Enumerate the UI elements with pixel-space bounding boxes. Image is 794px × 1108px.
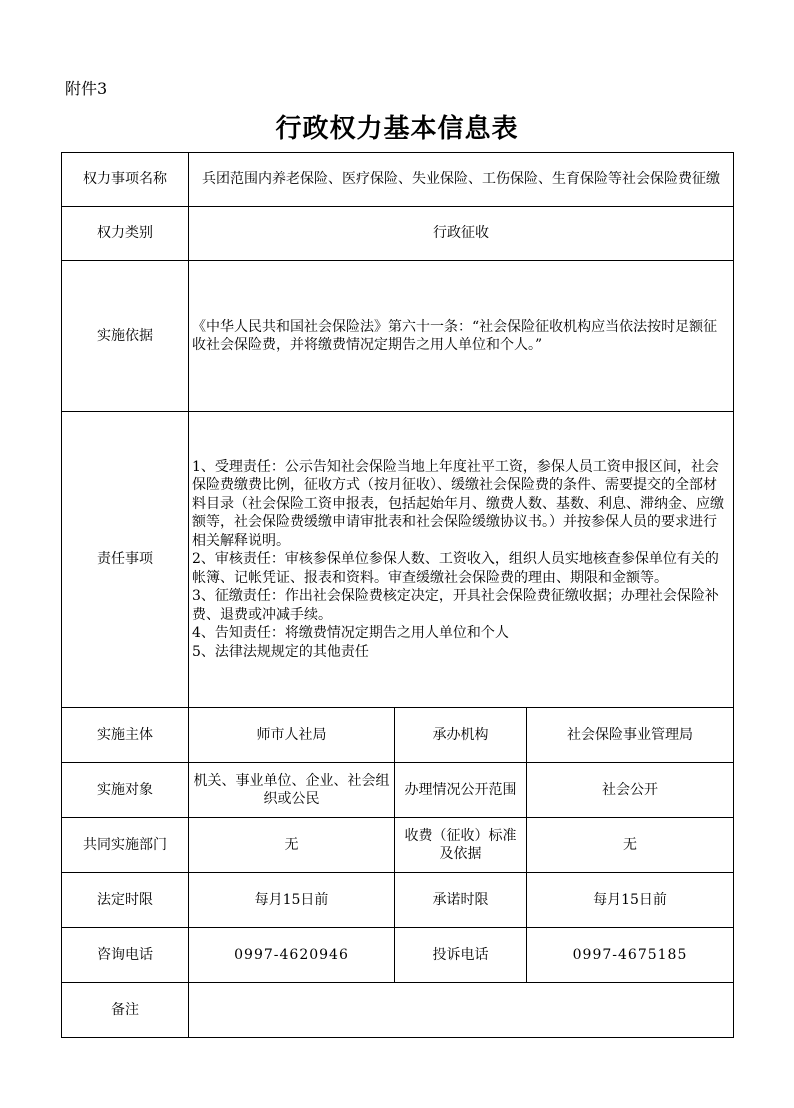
fee-standard-label: 收费（征收）标准及依据 <box>395 818 527 873</box>
remark-label: 备注 <box>62 983 189 1038</box>
row-phone <box>62 928 734 983</box>
joint-label: 共同实施部门 <box>62 818 189 873</box>
row-category <box>62 207 734 261</box>
basis-label: 实施依据 <box>62 261 189 412</box>
row-basis <box>62 261 734 412</box>
row-target <box>62 763 734 818</box>
promised-time-value: 每月15日前 <box>527 873 734 928</box>
row-joint <box>62 818 734 873</box>
target-label: 实施对象 <box>62 763 189 818</box>
joint-value: 无 <box>189 818 395 873</box>
row-item-name <box>62 153 734 207</box>
target-value: 机关、事业单位、企业、社会组织或公民 <box>189 763 395 818</box>
basis-value: 《中华人民共和国社会保险法》第六十一条：“社会保险征收机构应当依法按时足额征收社会保险费，并将缴费情况定期告之用人单位和个人。” <box>189 261 734 412</box>
promised-time-label: 承诺时限 <box>395 873 527 928</box>
disclosure-value: 社会公开 <box>527 763 734 818</box>
duty-item-2: 2、审核责任：审核参保单位参保人数、工资收入，组织人员实地核查参保单位有关的帐簿、记帐凭证、报表和资料。审查缓缴社会保险费的理由、期限和金额等。 <box>192 551 719 586</box>
duty-item-4: 4、告知责任：将缴费情况定期告之用人单位和个人 <box>192 625 509 642</box>
duty-item-1: 1、受理责任：公示告知社会保险当地上年度社平工资，参保人员工资申报区间，社会保险费缴费比例，征收方式（按月征收）、缓缴社会保险费的条件、需要提交的全部材料目录（社会保险工资申报表，包括起始年月、缴费人数、基数、利息、滞纳金、应缴额等，社会保险费缓缴申请审批表和社会保险缓缴协议书。）并按参保人员的要求进行相关解释说明。 <box>192 458 724 549</box>
disclosure-label: 办理情况公开范围 <box>395 763 527 818</box>
category-value: 行政征收 <box>189 207 734 261</box>
attachment-label: 附件3 <box>65 79 108 98</box>
duty-item-5: 5、法律法规规定的其他责任 <box>192 643 369 660</box>
subject-label: 实施主体 <box>62 708 189 763</box>
page-title: 行政权力基本信息表 <box>275 114 519 144</box>
row-duties <box>62 412 734 708</box>
legal-time-label: 法定时限 <box>62 873 189 928</box>
row-remark <box>62 983 734 1038</box>
consult-phone-value: 0997-4620946 <box>189 928 395 983</box>
duties-value <box>189 412 734 708</box>
item-name-label: 权力事项名称 <box>62 153 189 207</box>
duty-item-3: 3、征缴责任：作出社会保险费核定决定，开具社会保险费征缴收据；办理社会保险补费、退费或冲减手续。 <box>192 588 719 623</box>
item-name-value: 兵团范围内养老保险、医疗保险、失业保险、工伤保险、生育保险等社会保险费征缴 <box>189 153 734 207</box>
complaint-phone-value: 0997-4675185 <box>527 928 734 983</box>
complaint-phone-label: 投诉电话 <box>395 928 527 983</box>
subject-value: 师市人社局 <box>189 708 395 763</box>
row-subject <box>62 708 734 763</box>
info-table <box>61 152 734 1038</box>
consult-phone-label: 咨询电话 <box>62 928 189 983</box>
legal-time-value: 每月15日前 <box>189 873 395 928</box>
agency-value: 社会保险事业管理局 <box>527 708 734 763</box>
category-label: 权力类别 <box>62 207 189 261</box>
agency-label: 承办机构 <box>395 708 527 763</box>
remark-value <box>189 983 734 1038</box>
fee-standard-value: 无 <box>527 818 734 873</box>
duties-label: 责任事项 <box>62 412 189 708</box>
row-time-limit <box>62 873 734 928</box>
